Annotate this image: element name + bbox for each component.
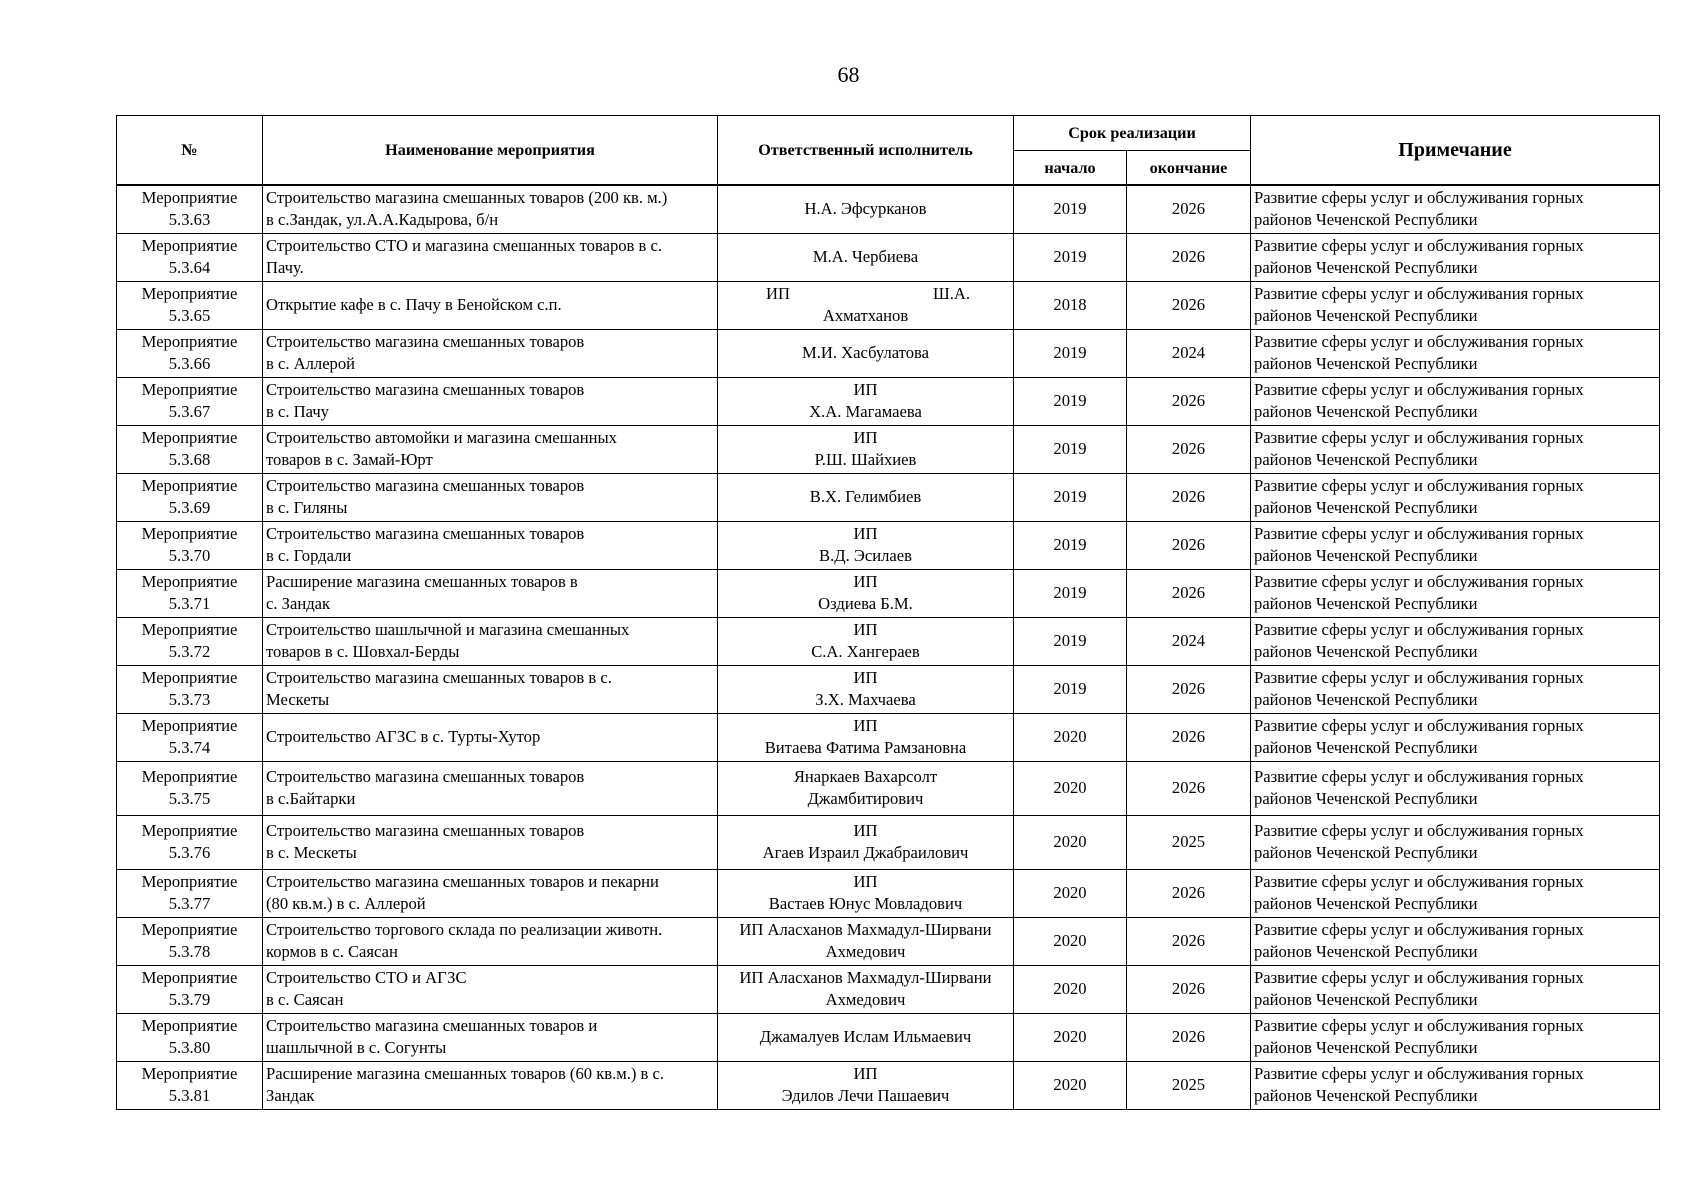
row-start-year-text: 2020 [1053, 832, 1087, 851]
row-end-year [1127, 713, 1251, 761]
row-end-year-text: 2026 [1171, 439, 1206, 458]
row-end-year [1127, 917, 1251, 965]
header-note: Примечание [1251, 116, 1660, 186]
row-number [117, 185, 263, 233]
header-period: Срок реализации [1014, 116, 1251, 151]
row-note [1251, 377, 1660, 425]
row-start-year [1014, 815, 1127, 869]
row-measure-name [263, 665, 718, 713]
row-number-text: Мероприятие 5.3.71 [141, 572, 238, 613]
row-executor [718, 377, 1014, 425]
row-measure-name [263, 473, 718, 521]
row-measure-name [263, 965, 718, 1013]
row-executor [718, 761, 1014, 815]
row-number [117, 761, 263, 815]
row-start-year [1014, 521, 1127, 569]
row-start-year-text: 2019 [1053, 199, 1087, 219]
row-note [1251, 521, 1660, 569]
row-end-year-text: 2026 [1171, 931, 1206, 950]
row-start-year-text: 2020 [1053, 1027, 1087, 1046]
table-row [117, 815, 1660, 869]
table-row [117, 377, 1660, 425]
table-row [117, 665, 1660, 713]
row-start-year [1014, 377, 1127, 425]
row-end-year-text: 2026 [1171, 883, 1206, 902]
row-note [1251, 1013, 1660, 1061]
row-end-year [1127, 377, 1251, 425]
row-start-year-text: 2019 [1053, 631, 1087, 650]
row-end-year-text: 2026 [1171, 487, 1206, 506]
table-row [117, 617, 1660, 665]
row-number-text: Мероприятие 5.3.63 [141, 188, 238, 230]
row-executor-text: В.Х. Гелимбиев [809, 487, 922, 506]
row-note-text: Развитие сферы услуг и обслуживания горных районов Чеченской Республики [1254, 380, 1584, 421]
row-end-year [1127, 281, 1251, 329]
row-end-year [1127, 473, 1251, 521]
row-measure-name-text: Строительство магазина смешанных товаров и шашлычной в с. Согунты [266, 1016, 598, 1057]
row-end-year [1127, 185, 1251, 233]
row-end-year [1127, 1013, 1251, 1061]
row-executor-text: М.И. Хасбулатова [801, 343, 929, 362]
row-note-text: Развитие сферы услуг и обслуживания горных районов Чеченской Республики [1254, 236, 1584, 277]
row-executor [718, 233, 1014, 281]
row-measure-name-text: Строительство магазина смешанных товаров в с.Байтарки [266, 767, 585, 808]
row-end-year [1127, 425, 1251, 473]
row-end-year [1127, 965, 1251, 1013]
row-note [1251, 1061, 1660, 1109]
table-row [117, 569, 1660, 617]
row-start-year [1014, 473, 1127, 521]
row-executor [718, 869, 1014, 917]
row-end-year-text: 2025 [1171, 832, 1206, 851]
row-note [1251, 617, 1660, 665]
row-start-year-text: 2018 [1053, 295, 1087, 314]
table-row [117, 281, 1660, 329]
table-row [117, 1061, 1660, 1109]
row-end-year-text: 2026 [1171, 535, 1206, 554]
row-end-year-text: 2026 [1171, 727, 1206, 746]
row-start-year [1014, 917, 1127, 965]
row-number-text: Мероприятие 5.3.78 [141, 920, 238, 961]
row-start-year-text: 2019 [1053, 487, 1087, 506]
row-note-text: Развитие сферы услуг и обслуживания горных районов Чеченской Республики [1254, 620, 1584, 661]
row-executor [718, 521, 1014, 569]
row-note-text: Развитие сферы услуг и обслуживания горных районов Чеченской Республики [1254, 476, 1584, 517]
row-number-text: Мероприятие 5.3.75 [141, 767, 238, 808]
row-start-year-text: 2020 [1053, 1075, 1087, 1094]
row-measure-name-text: Строительство АГЗС в с. Турты-Хутор [266, 727, 541, 746]
executor-initials: Ш.А. [932, 284, 970, 303]
row-number-text: Мероприятие 5.3.80 [141, 1016, 238, 1057]
table-row [117, 761, 1660, 815]
table-row [117, 329, 1660, 377]
row-note [1251, 815, 1660, 869]
row-measure-name-text: Расширение магазина смешанных товаров (60 кв.м.) в с. Зандак [266, 1064, 665, 1105]
row-executor [718, 1013, 1014, 1061]
row-executor-text: ИП Аласханов Махмадул-Ширвани Ахмедович [739, 968, 992, 1009]
row-start-year-text: 2020 [1053, 778, 1087, 797]
row-end-year-text: 2026 [1171, 295, 1206, 314]
row-number [117, 965, 263, 1013]
row-measure-name [263, 815, 718, 869]
row-number [117, 1061, 263, 1109]
table-body [117, 185, 1660, 1109]
row-end-year-text: 2026 [1171, 979, 1206, 998]
row-measure-name-text: Открытие кафе в с. Пачу в Бенойском с.п. [266, 295, 562, 314]
row-start-year-text: 2019 [1053, 343, 1087, 362]
row-number-text: Мероприятие 5.3.70 [141, 524, 238, 565]
header-name: Наименование мероприятия [263, 116, 718, 186]
row-number-text: Мероприятие 5.3.66 [141, 332, 238, 373]
row-end-year [1127, 329, 1251, 377]
row-start-year [1014, 569, 1127, 617]
row-note-text: Развитие сферы услуг и обслуживания горных районов Чеченской Республики [1254, 332, 1584, 373]
row-number-text: Мероприятие 5.3.72 [141, 620, 238, 661]
row-end-year-text: 2026 [1171, 679, 1206, 698]
row-end-year-text: 2026 [1171, 583, 1206, 602]
row-executor-text: ИП С.А. Хангераев [811, 620, 920, 661]
row-number-text: Мероприятие 5.3.81 [141, 1064, 238, 1105]
row-end-year [1127, 665, 1251, 713]
row-executor [718, 917, 1014, 965]
row-start-year [1014, 965, 1127, 1013]
row-executor-text: ИП Р.Ш. Шайхиев [814, 428, 917, 469]
table-row [117, 425, 1660, 473]
row-executor [718, 281, 1014, 329]
header-num: № [117, 116, 263, 186]
row-note [1251, 185, 1660, 233]
row-end-year-text: 2026 [1171, 778, 1206, 797]
row-number-text: Мероприятие 5.3.67 [141, 380, 238, 421]
row-end-year [1127, 1061, 1251, 1109]
row-end-year-text: 2024 [1171, 343, 1206, 362]
row-number-text: Мероприятие 5.3.76 [141, 821, 238, 862]
row-end-year-text: 2026 [1171, 199, 1206, 219]
row-note-text: Развитие сферы услуг и обслуживания горных районов Чеченской Республики [1254, 1016, 1584, 1057]
row-note [1251, 329, 1660, 377]
row-executor [718, 425, 1014, 473]
row-measure-name [263, 713, 718, 761]
row-number [117, 869, 263, 917]
row-measure-name [263, 425, 718, 473]
row-number [117, 425, 263, 473]
row-number [117, 233, 263, 281]
row-end-year [1127, 815, 1251, 869]
row-executor-text: ИП Оздиева Б.М. [818, 572, 913, 613]
table-row [117, 473, 1660, 521]
row-note [1251, 425, 1660, 473]
row-note [1251, 233, 1660, 281]
row-measure-name [263, 521, 718, 569]
row-end-year-text: 2026 [1171, 247, 1206, 266]
row-measure-name-text: Строительство магазина смешанных товаров в с. Гиляны [266, 476, 585, 517]
page-number: 68 [837, 62, 860, 87]
row-executor [718, 713, 1014, 761]
row-start-year [1014, 761, 1127, 815]
row-start-year [1014, 713, 1127, 761]
row-note [1251, 761, 1660, 815]
row-start-year [1014, 1013, 1127, 1061]
row-start-year [1014, 665, 1127, 713]
row-number [117, 281, 263, 329]
row-measure-name [263, 281, 718, 329]
row-measure-name-text: Строительство магазина смешанных товаров в с. Мескеты [266, 821, 585, 862]
row-measure-name [263, 569, 718, 617]
row-number [117, 713, 263, 761]
row-measure-name [263, 617, 718, 665]
row-executor-text: ИП Вастаев Юнус Мовладович [768, 872, 963, 913]
header-executor: Ответственный исполнитель [718, 116, 1014, 186]
row-measure-name-text: Строительство СТО и магазина смешанных товаров в с. Пачу. [266, 236, 663, 277]
row-executor-text: ИП З.Х. Махчаева [815, 668, 916, 709]
table-row [117, 965, 1660, 1013]
row-number-text: Мероприятие 5.3.79 [141, 968, 238, 1009]
row-end-year [1127, 617, 1251, 665]
row-executor-text: М.А. Чербиева [812, 247, 919, 266]
row-measure-name [263, 1013, 718, 1061]
row-measure-name-text: Строительство магазина смешанных товаров (200 кв. м.) в с.Зандак, ул.А.А.Кадырова, б/н [266, 188, 668, 230]
row-executor [718, 329, 1014, 377]
row-executor [718, 569, 1014, 617]
row-executor-text: ИП В.Д. Эсилаев [819, 524, 912, 565]
row-measure-name-text: Строительство СТО и АГЗС в с. Саясан [266, 968, 467, 1009]
row-start-year-text: 2019 [1053, 247, 1087, 266]
row-executor-text: Н.А. Эфсурканов [804, 199, 927, 219]
row-measure-name-text: Строительство магазина смешанных товаров в с. Пачу [266, 380, 585, 421]
row-number-text: Мероприятие 5.3.77 [141, 872, 238, 913]
row-note [1251, 473, 1660, 521]
row-measure-name-text: Расширение магазина смешанных товаров в с. Зандак [266, 572, 578, 613]
row-measure-name [263, 377, 718, 425]
row-measure-name [263, 329, 718, 377]
row-number [117, 665, 263, 713]
row-number [117, 815, 263, 869]
row-end-year [1127, 521, 1251, 569]
row-measure-name [263, 233, 718, 281]
row-end-year [1127, 761, 1251, 815]
row-end-year-text: 2026 [1171, 391, 1206, 410]
row-measure-name [263, 869, 718, 917]
row-note [1251, 965, 1660, 1013]
row-number [117, 473, 263, 521]
executor-prefix: ИП [766, 284, 790, 303]
table-row [117, 713, 1660, 761]
row-end-year-text: 2024 [1171, 631, 1206, 650]
row-measure-name [263, 917, 718, 965]
row-executor [718, 815, 1014, 869]
row-note-text: Развитие сферы услуг и обслуживания горных районов Чеченской Республики [1254, 572, 1584, 613]
row-number [117, 917, 263, 965]
row-number [117, 617, 263, 665]
row-number [117, 329, 263, 377]
row-measure-name-text: Строительство магазина смешанных товаров в с. Мескеты [266, 668, 612, 709]
measures-table [116, 115, 1660, 1110]
table-row [117, 185, 1660, 233]
row-start-year [1014, 869, 1127, 917]
row-number-text: Мероприятие 5.3.64 [141, 236, 238, 277]
row-start-year-text: 2020 [1053, 931, 1087, 950]
row-executor-text: ИП Агаев Израил Джабраилович [762, 821, 969, 862]
row-start-year [1014, 185, 1127, 233]
row-note [1251, 569, 1660, 617]
table-header [117, 116, 1660, 186]
row-start-year-text: 2019 [1053, 583, 1087, 602]
row-end-year [1127, 869, 1251, 917]
header-start: начало [1014, 151, 1127, 186]
row-executor [718, 965, 1014, 1013]
row-start-year [1014, 1061, 1127, 1109]
row-number [117, 377, 263, 425]
row-note [1251, 869, 1660, 917]
row-executor-text: ИП Эдилов Лечи Пашаевич [781, 1064, 950, 1105]
row-note-text: Развитие сферы услуг и обслуживания горных районов Чеченской Республики [1254, 767, 1584, 808]
row-note-text: Развитие сферы услуг и обслуживания горных районов Чеченской Республики [1254, 920, 1584, 961]
row-number-text: Мероприятие 5.3.68 [141, 428, 238, 469]
row-start-year [1014, 329, 1127, 377]
row-executor-text: ИП Витаева Фатима Рамзановна [764, 716, 967, 757]
row-start-year-text: 2019 [1053, 535, 1087, 554]
row-end-year [1127, 233, 1251, 281]
row-number [117, 1013, 263, 1061]
row-executor [718, 665, 1014, 713]
row-start-year-text: 2020 [1053, 883, 1087, 902]
row-executor-text: Джамалуев Ислам Ильмаевич [759, 1027, 972, 1046]
row-note-text: Развитие сферы услуг и обслуживания горных районов Чеченской Республики [1254, 668, 1584, 709]
row-measure-name-text: Строительство торгового склада по реализации животн. кормов в с. Саясан [266, 920, 663, 961]
executor-surname: Ахматханов [822, 306, 909, 325]
row-number-text: Мероприятие 5.3.65 [141, 284, 238, 325]
row-executor [718, 1061, 1014, 1109]
table-row [117, 233, 1660, 281]
row-note [1251, 713, 1660, 761]
row-executor [718, 473, 1014, 521]
row-note [1251, 281, 1660, 329]
row-start-year [1014, 233, 1127, 281]
row-start-year [1014, 617, 1127, 665]
row-start-year-text: 2019 [1053, 679, 1087, 698]
row-note-text: Развитие сферы услуг и обслуживания горных районов Чеченской Республики [1254, 188, 1584, 230]
row-note-text: Развитие сферы услуг и обслуживания горных районов Чеченской Республики [1254, 284, 1584, 325]
row-number-text: Мероприятие 5.3.69 [141, 476, 238, 517]
table-row [117, 917, 1660, 965]
row-note-text: Развитие сферы услуг и обслуживания горных районов Чеченской Республики [1254, 872, 1584, 913]
row-number [117, 569, 263, 617]
row-note-text: Развитие сферы услуг и обслуживания горных районов Чеченской Республики [1254, 524, 1584, 565]
row-number-text: Мероприятие 5.3.73 [141, 668, 238, 709]
row-start-year-text: 2020 [1053, 727, 1087, 746]
row-measure-name-text: Строительство магазина смешанных товаров в с. Аллерой [266, 332, 585, 373]
row-number-text: Мероприятие 5.3.74 [141, 716, 238, 757]
row-start-year [1014, 281, 1127, 329]
row-start-year-text: 2019 [1053, 439, 1087, 458]
row-start-year-text: 2019 [1053, 391, 1087, 410]
row-executor-text: Янаркаев Вахарсолт Джамбитирович [793, 767, 938, 808]
row-number [117, 521, 263, 569]
table-row [117, 1013, 1660, 1061]
row-start-year-text: 2020 [1053, 979, 1087, 998]
row-measure-name [263, 1061, 718, 1109]
row-note-text: Развитие сферы услуг и обслуживания горных районов Чеченской Республики [1254, 428, 1584, 469]
row-note [1251, 665, 1660, 713]
row-end-year [1127, 569, 1251, 617]
table-row [117, 521, 1660, 569]
row-note-text: Развитие сферы услуг и обслуживания горных районов Чеченской Республики [1254, 968, 1584, 1009]
row-end-year-text: 2026 [1171, 1027, 1206, 1046]
row-end-year-text: 2025 [1171, 1075, 1206, 1094]
row-measure-name-text: Строительство автомойки и магазина смешанных товаров в с. Замай-Юрт [266, 428, 617, 469]
row-executor [718, 617, 1014, 665]
row-measure-name [263, 761, 718, 815]
row-note-text: Развитие сферы услуг и обслуживания горных районов Чеченской Республики [1254, 821, 1584, 862]
row-executor-text: ИП Х.А. Магамаева [809, 380, 922, 421]
row-note-text: Развитие сферы услуг и обслуживания горных районов Чеченской Республики [1254, 1064, 1584, 1105]
row-measure-name [263, 185, 718, 233]
row-note [1251, 917, 1660, 965]
row-executor [718, 185, 1014, 233]
header-end: окончание [1127, 151, 1251, 186]
row-measure-name-text: Строительство магазина смешанных товаров в с. Гордали [266, 524, 585, 565]
row-measure-name-text: Строительство магазина смешанных товаров и пекарни (80 кв.м.) в с. Аллерой [266, 872, 659, 913]
row-executor-text: ИП Аласханов Махмадул-Ширвани Ахмедович [739, 920, 992, 961]
table-row [117, 869, 1660, 917]
row-note-text: Развитие сферы услуг и обслуживания горных районов Чеченской Республики [1254, 716, 1584, 757]
row-start-year [1014, 425, 1127, 473]
row-measure-name-text: Строительство шашлычной и магазина смешанных товаров в с. Шовхал-Берды [266, 620, 630, 661]
